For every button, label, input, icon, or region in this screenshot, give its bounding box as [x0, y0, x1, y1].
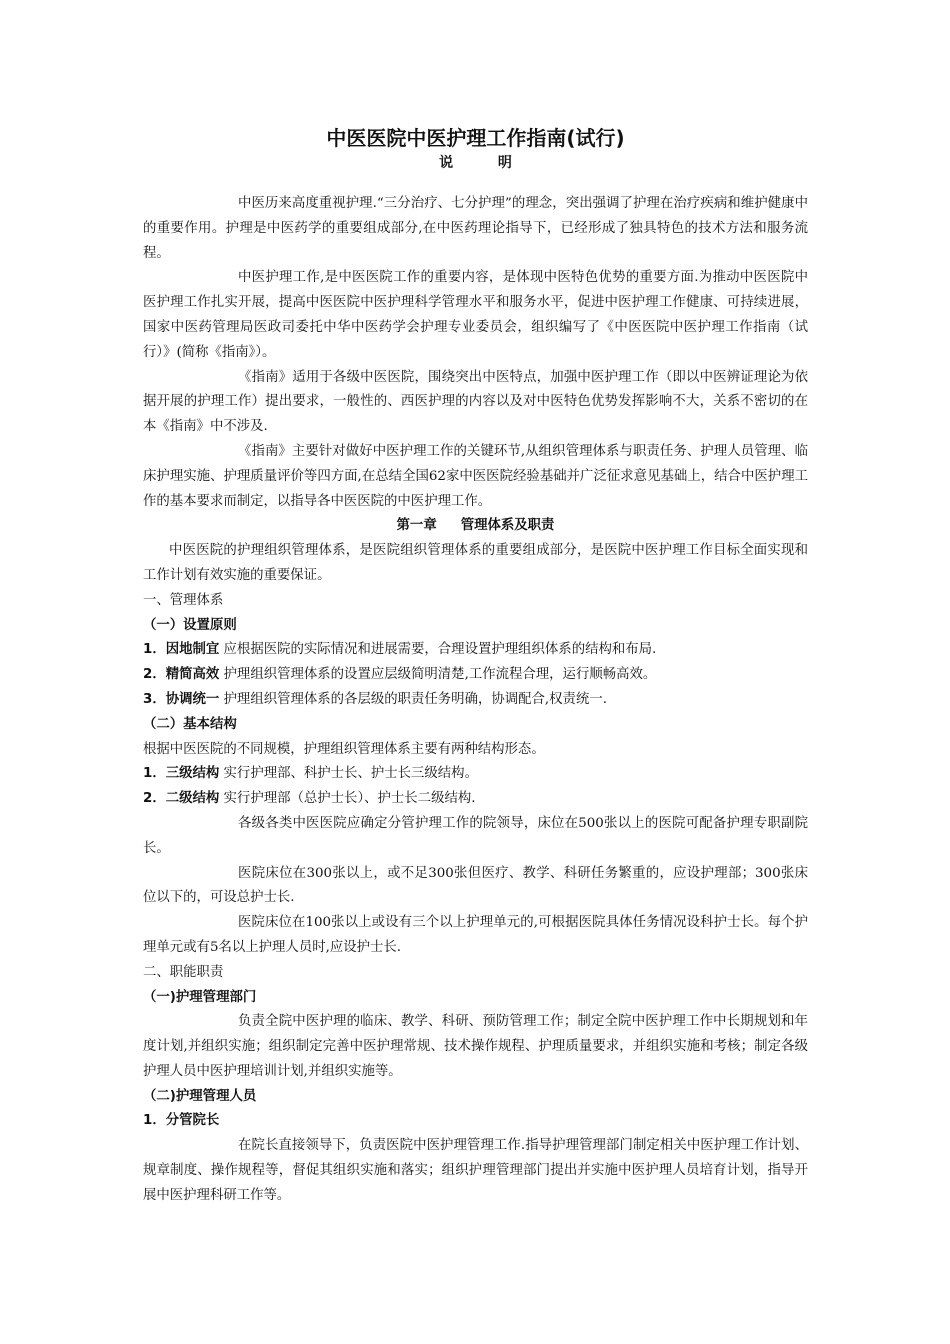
principle-item-text: 应根据医院的实际情况和进展需要，合理设置护理组织体系的结构和布局. [219, 642, 657, 658]
section1-heading: 一、管理体系 [143, 592, 224, 608]
intro-paragraph-3: 《指南》适用于各级中医医院，围绕突出中医特点，加强中医护理工作（即以中医辨证理论为依据开展的护理工作）提出要求，一般性的、西医护理的内容以及对中医特色优势发挥影响不大，关系不密切的在本《指南》中不涉及. [143, 369, 808, 435]
principle-item [143, 663, 808, 688]
section2-sub1-paragraph: 负责全院中医护理的临床、教学、科研、预防管理工作；制定全院中医护理工作中长期规划和年度计划,并组织实施；组织制定完善中医护理常规、技术操作规程、护理质量要求，并组织实施和考核；制定各级护理人员中医护理培训计划,并组织实施等。 [143, 1014, 808, 1079]
section1-sub2-heading: （二）基本结构 [143, 716, 237, 732]
section2-item-heading: 1．分管院长 [143, 1113, 220, 1129]
structure-item [143, 762, 808, 787]
structure-paragraph-2: 医院床位在300张以上，或不足300张但医疗、教学、科研任务繁重的，应设护理部；300张床位以下的，可设总护士长. [143, 865, 808, 906]
document-subtitle: 说 明 [439, 155, 532, 171]
principle-item-text: 护理组织管理体系的各层级的职责任务明确，协调配合,权责统一. [219, 691, 607, 707]
structure-item-lead: 2．二级结构 [143, 791, 220, 807]
principle-item-lead: 1．因地制宜 [143, 642, 220, 658]
section2-sub1-heading: （一)护理管理部门 [143, 989, 257, 1005]
structure-item-text: 实行护理部、科护士长、护士长三级结构。 [219, 766, 478, 782]
structure-item [143, 787, 808, 812]
intro-paragraph-1: 中医历来高度重视护理.“三分治疗、七分护理”的理念，突出强调了护理在治疗疾病和维护健康中的重要作用。护理是中医药学的重要组成部分,在中医药理论指导下，已经形成了独具特色的技术方法和服务流程。 [143, 196, 808, 261]
structure-intro: 根据中医医院的不同规模，护理组织管理体系主要有两种结构形态。 [143, 741, 545, 757]
principle-item-lead: 3．协调统一 [143, 691, 220, 707]
structure-paragraph-3: 医院床位在100张以上或设有三个以上护理单元的,可根据医院具体任务情况设科护士长。每个护理单元或有5名以上护理人员时,应设护士长. [143, 915, 808, 955]
document-page [143, 124, 808, 1209]
intro-paragraph-2: 中医护理工作,是中医医院工作的重要内容，是体现中医特色优势的重要方面.为推动中医医院中医护理工作扎实开展，提高中医医院中医护理科学管理水平和服务水平，促进中医护理工作健康、可持续进展，国家中医药管理局医政司委托中华中医药学会护理专业委员会，组织编写了《中医医院中医护理工作指南（试行）》(简称《指南》）。 [143, 270, 808, 360]
section2-sub2-heading: （二)护理管理人员 [143, 1088, 257, 1104]
chapter-heading [143, 514, 808, 539]
structure-paragraph-1: 各级各类中医医院应确定分管护理工作的院领导，床位在500张以上的医院可配备护理专职副院长。 [143, 815, 808, 856]
structure-item-lead: 1．三级结构 [143, 766, 220, 782]
structure-item-text: 实行护理部（总护士长）、护士长二级结构. [219, 791, 476, 807]
intro-paragraph-4: 《指南》主要针对做好中医护理工作的关键环节,从组织管理体系与职责任务、护理人员管理、临床护理实施、护理质量评价等四方面,在总结全国62家中医医院经验基础并广泛征求意见基础上，结合中医护理工作的基本要求而制定，以指导各中医医院的中医护理工作。 [143, 443, 808, 509]
section2-heading: 二、职能职责 [143, 964, 224, 980]
chapter-number: 第一章 [396, 518, 437, 534]
principle-item [143, 638, 808, 663]
section2-sub2-paragraph: 在院长直接领导下，负责医院中医护理管理工作.指导护理管理部门制定相关中医护理工作计划、规章制度、操作规程等，督促其组织实施和落实；组织护理管理部门提出并实施中医护理人员培育计划，指导开展中医护理科研工作等。 [143, 1138, 808, 1203]
principle-item-text: 护理组织管理体系的设置应层级简明清楚,工作流程合理，运行顺畅高效。 [219, 667, 657, 683]
principle-item [143, 688, 808, 713]
section1-sub1-heading: （一）设置原则 [143, 617, 237, 633]
document-title: 中医医院中医护理工作指南(试行) [326, 126, 625, 150]
principle-item-lead: 2．精简高效 [143, 667, 220, 683]
chapter-name: 管理体系及职责 [460, 518, 555, 534]
chapter-intro: 中医医院的护理组织管理体系，是医院组织管理体系的重要组成部分，是医院中医护理工作目标全面实现和工作计划有效实施的重要保证。 [143, 543, 808, 583]
